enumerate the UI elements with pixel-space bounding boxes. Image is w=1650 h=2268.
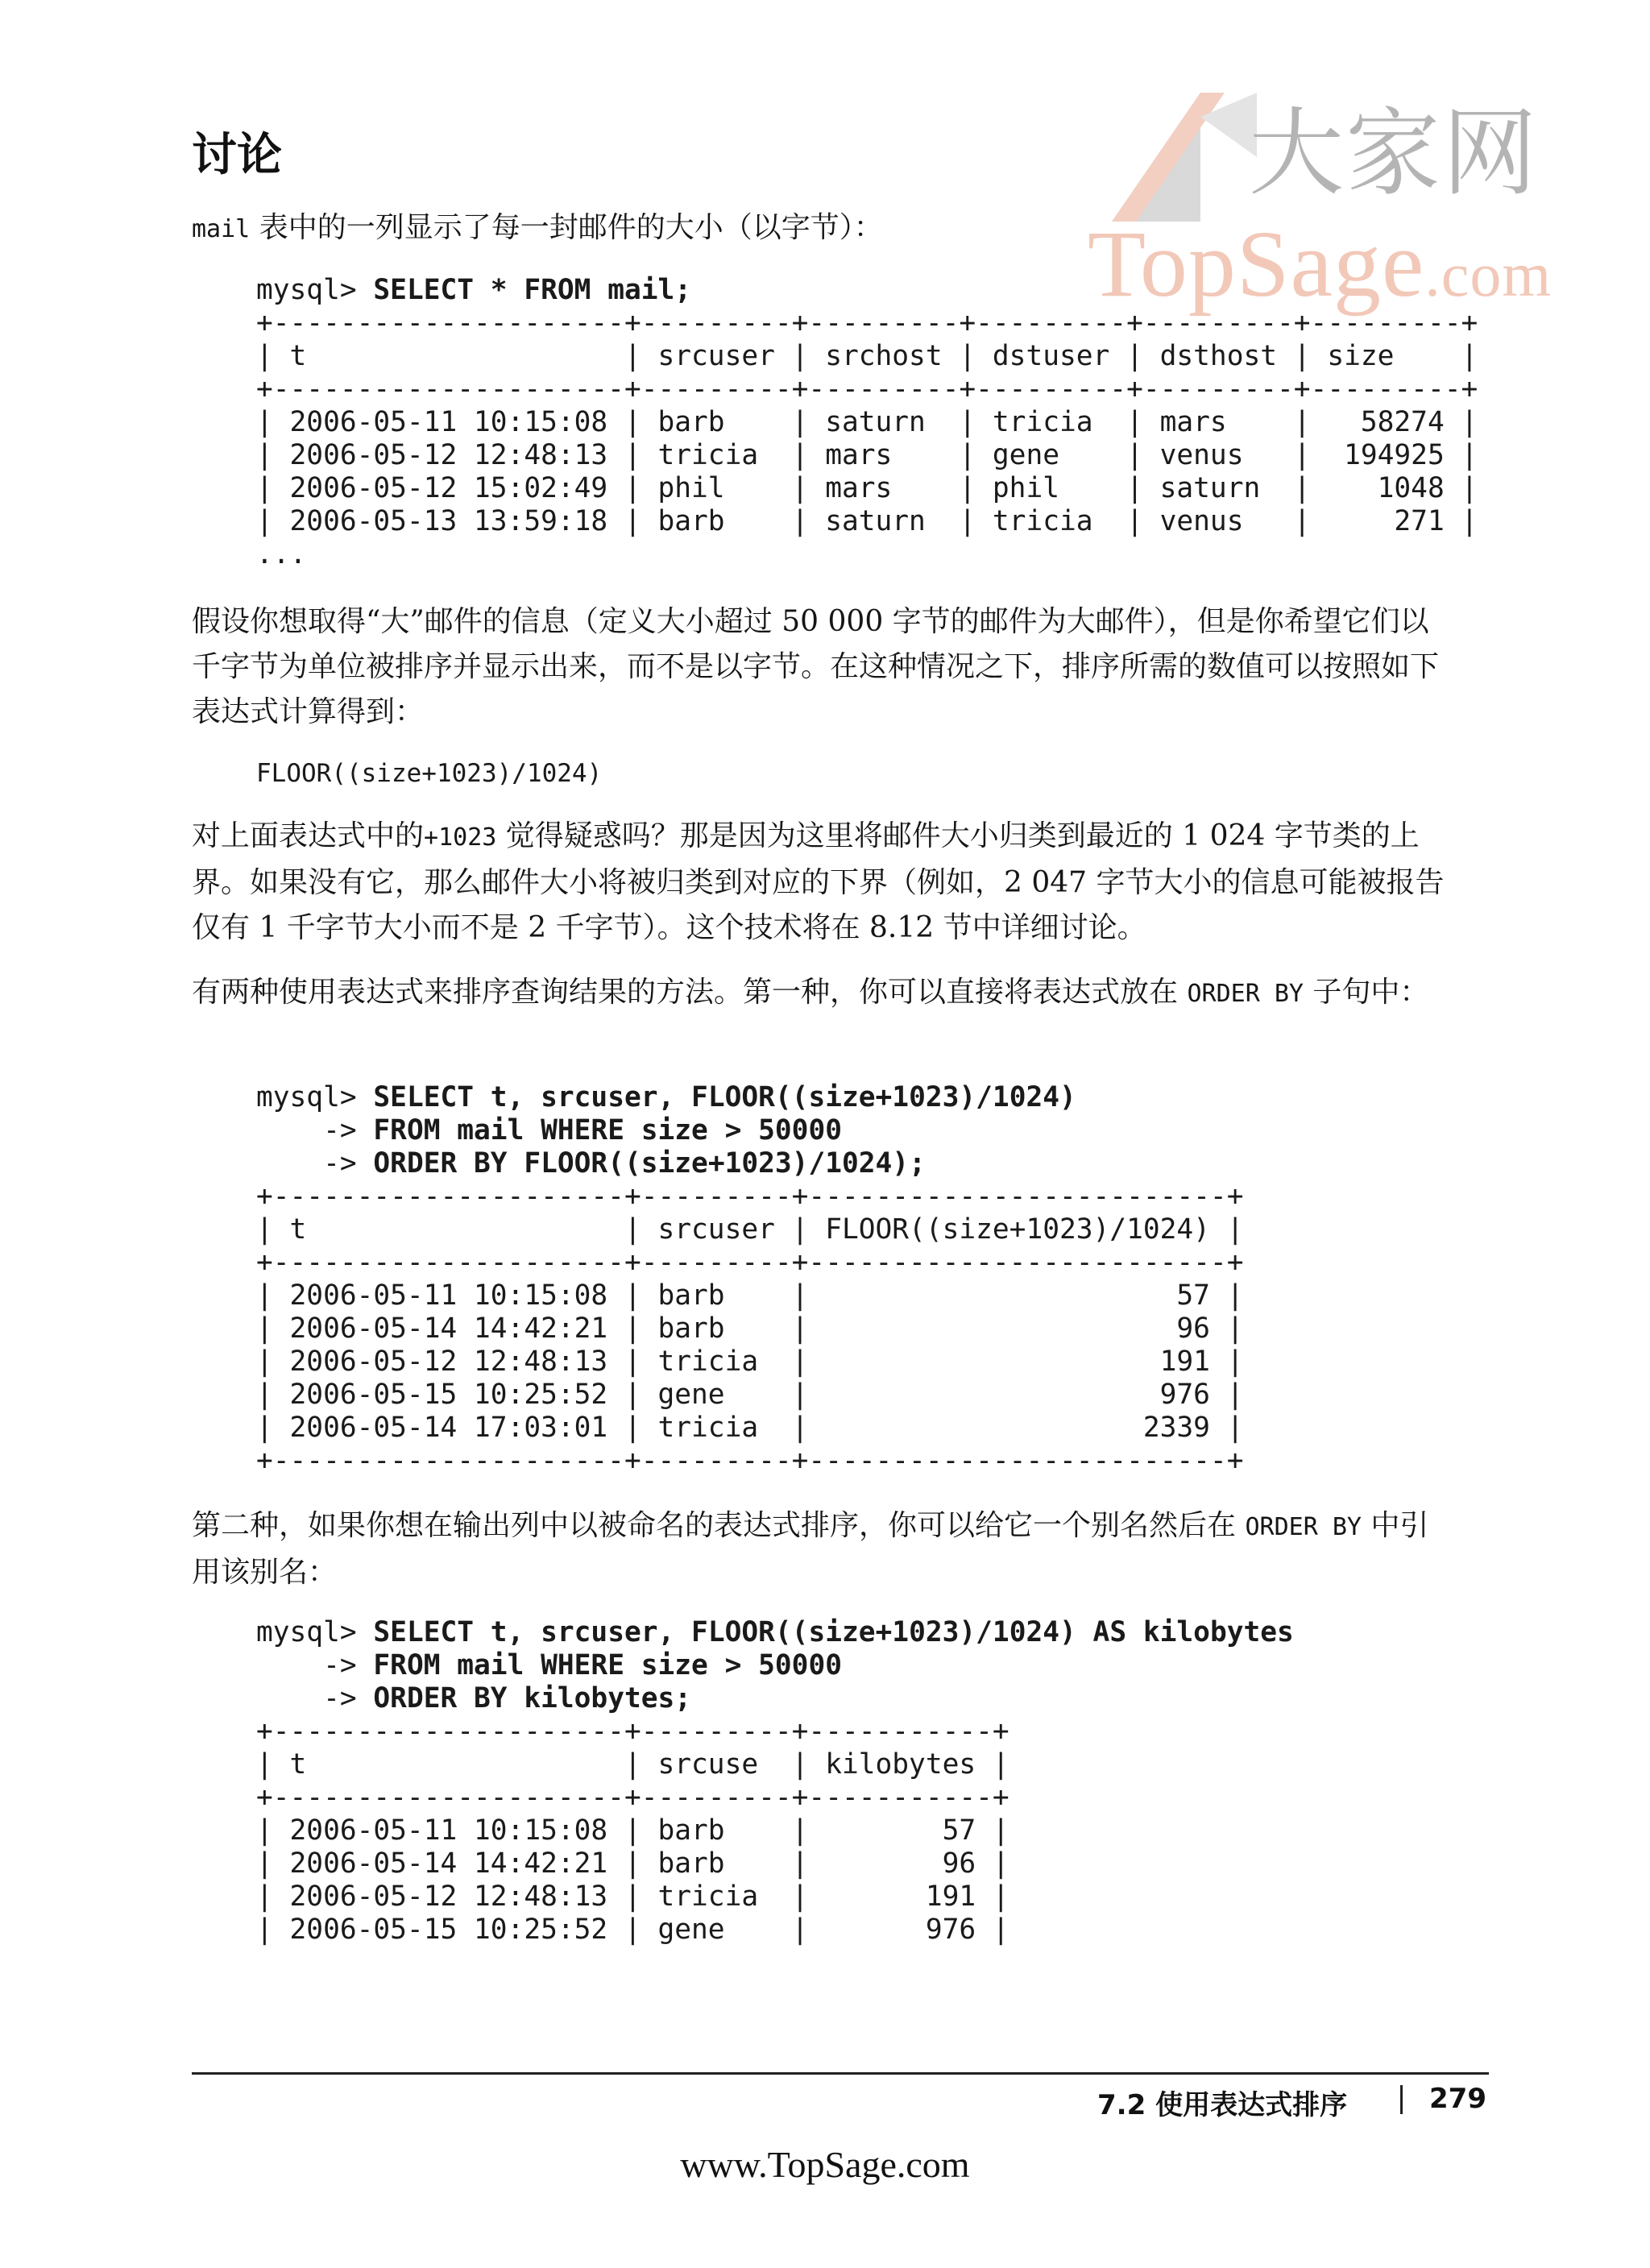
query-line: -> ORDER BY kilobytes;: [256, 1682, 692, 1714]
watermark-chinese: 大家网: [1249, 97, 1540, 209]
running-footer-section: 7.2 使用表达式排序: [1097, 2089, 1348, 2121]
result-line: | 2006-05-14 14:42:21 | barb | 96 |: [256, 1847, 1009, 1880]
footer-separator: [1400, 2085, 1403, 2114]
result-line: | t | srcuser | FLOOR((size+1023)/1024) |: [256, 1213, 1244, 1246]
inline-code: ORDER BY: [1187, 980, 1304, 1008]
expression-code: FLOOR((size+1023)/1024): [256, 759, 603, 788]
result-line: | 2006-05-12 12:48:13 | tricia | mars | gene | venus | 194925 |: [256, 439, 1478, 471]
result-line: +---------------------+---------+-----------+: [256, 1715, 1009, 1748]
code-block-2: [256, 1081, 1243, 1478]
result-line: +---------------------+---------+-------------------------+: [256, 1445, 1244, 1477]
query-line: -> ORDER BY FLOOR((size+1023)/1024);: [256, 1147, 926, 1180]
result-line: | t | srcuse | kilobytes |: [256, 1748, 1009, 1781]
inline-code: mail: [192, 215, 251, 243]
watermark-brand: TopSage.com: [1088, 211, 1553, 317]
result-line: | 2006-05-12 12:48:13 | tricia | 191 |: [256, 1880, 1009, 1913]
result-line: | 2006-05-12 15:02:49 | phil | mars | phil | saturn | 1048 |: [256, 472, 1478, 504]
result-line: +---------------------+---------+-----------+: [256, 1781, 1009, 1814]
result-line: | 2006-05-13 13:59:18 | barb | saturn | tricia | venus | 271 |: [256, 505, 1478, 537]
result-line: +---------------------+---------+---------+---------+---------+---------+: [256, 373, 1478, 405]
section-heading: 讨论: [192, 129, 282, 181]
result-line: | t | srcuser | srchost | dstuser | dsthost | size |: [256, 340, 1478, 372]
result-line: ...: [256, 538, 307, 570]
result-line: | 2006-05-11 10:15:08 | barb | 57 |: [256, 1814, 1009, 1847]
result-line: | 2006-05-14 17:03:01 | tricia | 2339 |: [256, 1412, 1244, 1444]
query-line: mysql> SELECT * FROM mail;: [256, 274, 692, 306]
site-url: www.TopSage.com: [680, 2144, 970, 2185]
footer-divider: [192, 2072, 1489, 2075]
paragraph-2: 假设你想取得“大”邮件的信息（定义大小超过 50 000 字节的邮件为大邮件），但是你希望它们以千字节为单位被排序并显示出来，而不是以字节。在这种情况之下，排序所需的数值可以按照如下表达式计算得到：: [192, 605, 1440, 728]
paragraph-5: 第二种，如果你想在输出列中以被命名的表达式排序，你可以给它一个别名然后在 ORDER BY 中引用该别名：: [192, 1509, 1429, 1589]
code-block-1: [256, 274, 1478, 571]
result-line: +---------------------+---------+-------------------------+: [256, 1246, 1244, 1279]
result-line: | 2006-05-15 10:25:52 | gene | 976 |: [256, 1913, 1009, 1946]
result-line: +---------------------+---------+---------+---------+---------+---------+: [256, 307, 1478, 339]
inline-code: ORDER BY: [1245, 1513, 1362, 1541]
intro-paragraph: mail 表中的一列显示了每一封邮件的大小（以字节）：: [192, 211, 883, 244]
paragraph-3: 对上面表达式中的+1023 觉得疑惑吗？那是因为这里将邮件大小归类到最近的 1 024 字节类的上界。如果没有它，那么邮件大小将被归类到对应的下界（例如，2 047 字节大小的信息可能被报告仅有 1 千字节大小而不是 2 千字节）。这个技术将在 8.12 节中详细讨论。: [192, 819, 1445, 944]
result-line: | 2006-05-12 12:48:13 | tricia | 191 |: [256, 1345, 1244, 1378]
paragraph-4: 有两种使用表达式来排序查询结果的方法。第一种，你可以直接将表达式放在 ORDER BY 子句中：: [192, 976, 1429, 1009]
code-block-3: [256, 1616, 1294, 1947]
query-line: mysql> SELECT t, srcuser, FLOOR((size+1023)/1024): [256, 1081, 1076, 1113]
query-line: -> FROM mail WHERE size > 50000: [256, 1649, 842, 1681]
inline-code: +1023: [424, 823, 497, 852]
result-line: +---------------------+---------+-------------------------+: [256, 1180, 1244, 1213]
result-line: | 2006-05-14 14:42:21 | barb | 96 |: [256, 1312, 1244, 1345]
result-line: | 2006-05-11 10:15:08 | barb | 57 |: [256, 1279, 1244, 1312]
page-number: 279: [1429, 2083, 1486, 2115]
result-line: | 2006-05-15 10:25:52 | gene | 976 |: [256, 1379, 1244, 1411]
result-line: | 2006-05-11 10:15:08 | barb | saturn | tricia | mars | 58274 |: [256, 406, 1478, 438]
query-line: mysql> SELECT t, srcuser, FLOOR((size+1023)/1024) AS kilobytes: [256, 1616, 1294, 1648]
query-line: -> FROM mail WHERE size > 50000: [256, 1114, 842, 1146]
